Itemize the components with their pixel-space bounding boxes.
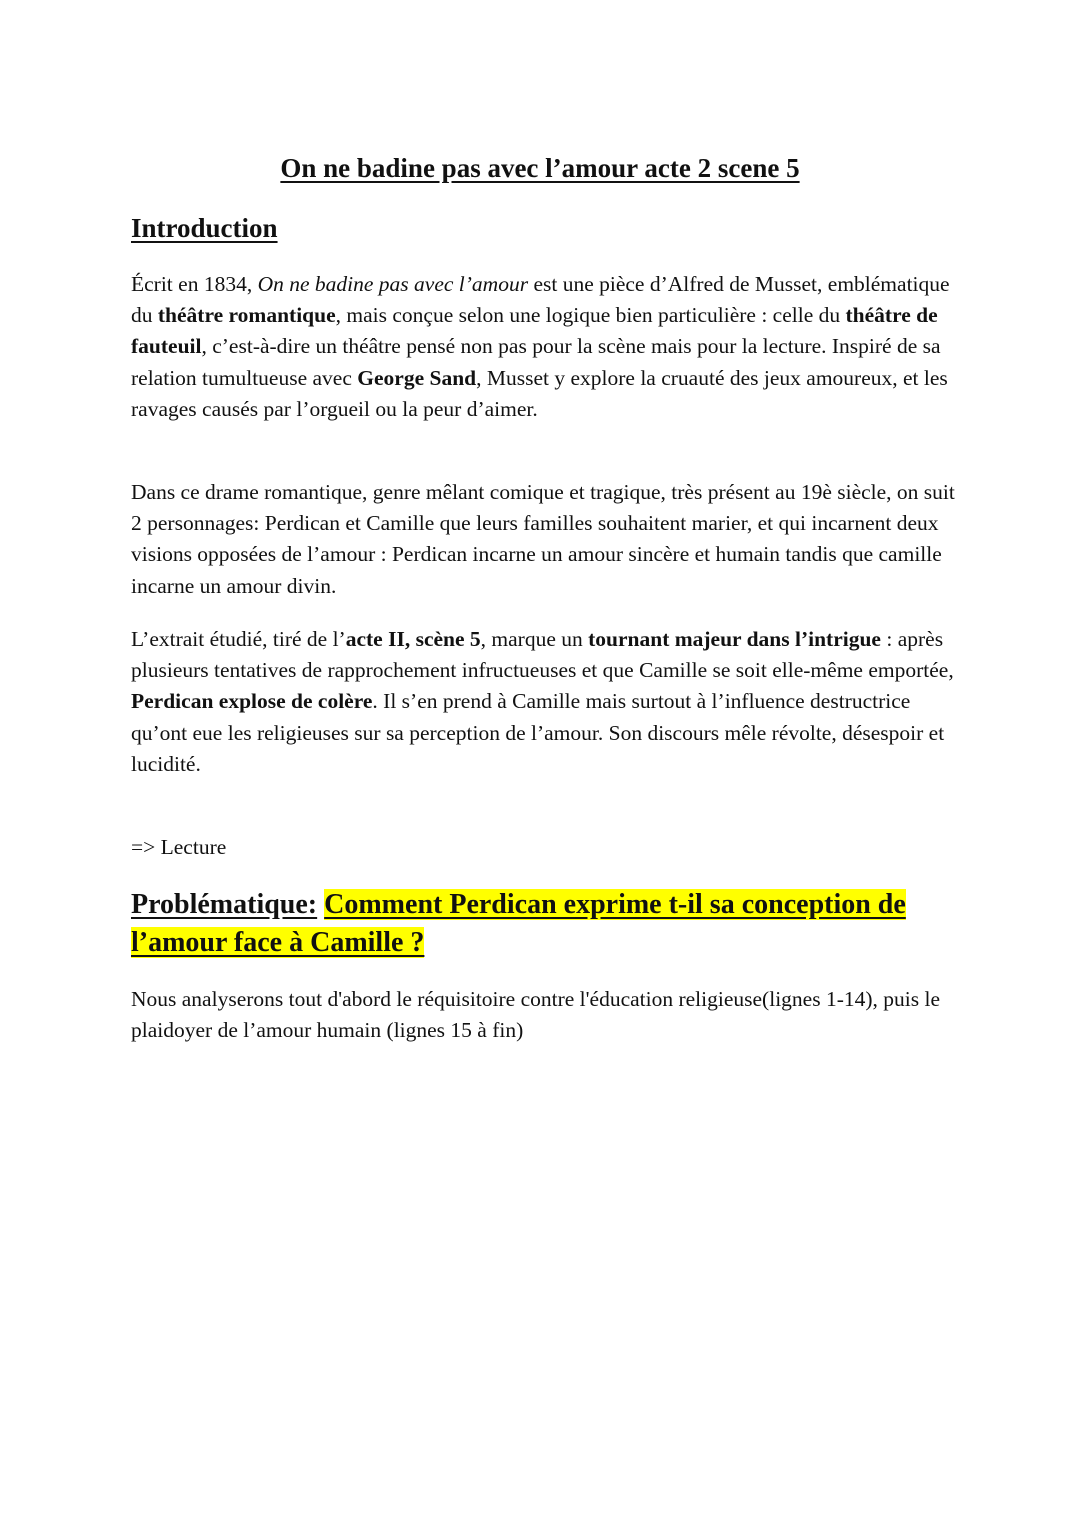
intro-paragraph-1: [131, 269, 966, 425]
problematique-question: Comment Perdican exprime t-il sa conception de l’amour face à Camille ?: [131, 889, 906, 958]
bold-term: Perdican explose de colère: [131, 689, 373, 714]
text-run: Écrit en 1834,: [131, 272, 258, 296]
bold-term: théâtre romantique: [157, 303, 336, 328]
intro-paragraph-3: [131, 624, 966, 780]
text-run: , c’est-à-dire un théâtre pensé non pas pour la scène mais pour la lecture. Inspiré de sa relation tumultueuse avec: [131, 334, 941, 390]
work-title-italic: On ne badine pas avec l’amour: [257, 272, 529, 296]
text-run: L’extrait étudié, tiré de l’: [131, 627, 346, 651]
bold-term: tournant majeur dans l’intrigue: [588, 627, 881, 651]
intro-paragraph-2: Dans ce drame romantique, genre mêlant comique et tragique, très présent au 19è siècle, on suit 2 personnages: Perdican et Camille que leurs familles souhaitent marier, et qui incarnent deux visions opposées de l’amour : Perdican incarne un amour sincère et humain tandis que camille incarne un amour divin.: [131, 480, 955, 598]
document-title: On ne badine pas avec l’amour acte 2 scene 5: [280, 153, 800, 183]
bold-term: théâtre de fauteuil: [131, 303, 938, 359]
text-run: , marque un: [480, 627, 589, 651]
text-run: : après plusieurs tentatives de rapprochement infructueuses et que Camille se soit elle-même emportée,: [131, 627, 954, 683]
text-run: , mais conçue selon une logique bien particulière : celle du: [335, 303, 846, 328]
introduction-heading: Introduction: [131, 213, 278, 243]
problematique-label: Problématique:: [131, 889, 318, 920]
bold-term: acte II, scène 5: [345, 627, 481, 651]
text-run: . Il s’en prend à Camille mais surtout à l’influence destructrice qu’ont eue les religieuses sur sa perception de l’amour. Son discours mêle révolte, désespoir et lucidité.: [131, 689, 945, 776]
text-run: est une pièce d’Alfred de Musset, emblématique du: [131, 272, 950, 328]
bold-term: George Sand: [357, 365, 477, 390]
lecture-note: => Lecture: [131, 835, 227, 859]
problematique: [131, 886, 971, 962]
text-run: , Musset y explore la cruauté des jeux amoureux, et les ravages causés par l’orgueil ou la peur d’aimer.: [131, 365, 948, 421]
plan-paragraph: Nous analyserons tout d'abord le réquisitoire contre l'éducation religieuse(lignes 1-14), puis le plaidoyer de l’amour humain (lignes 15 à fin): [131, 987, 941, 1043]
